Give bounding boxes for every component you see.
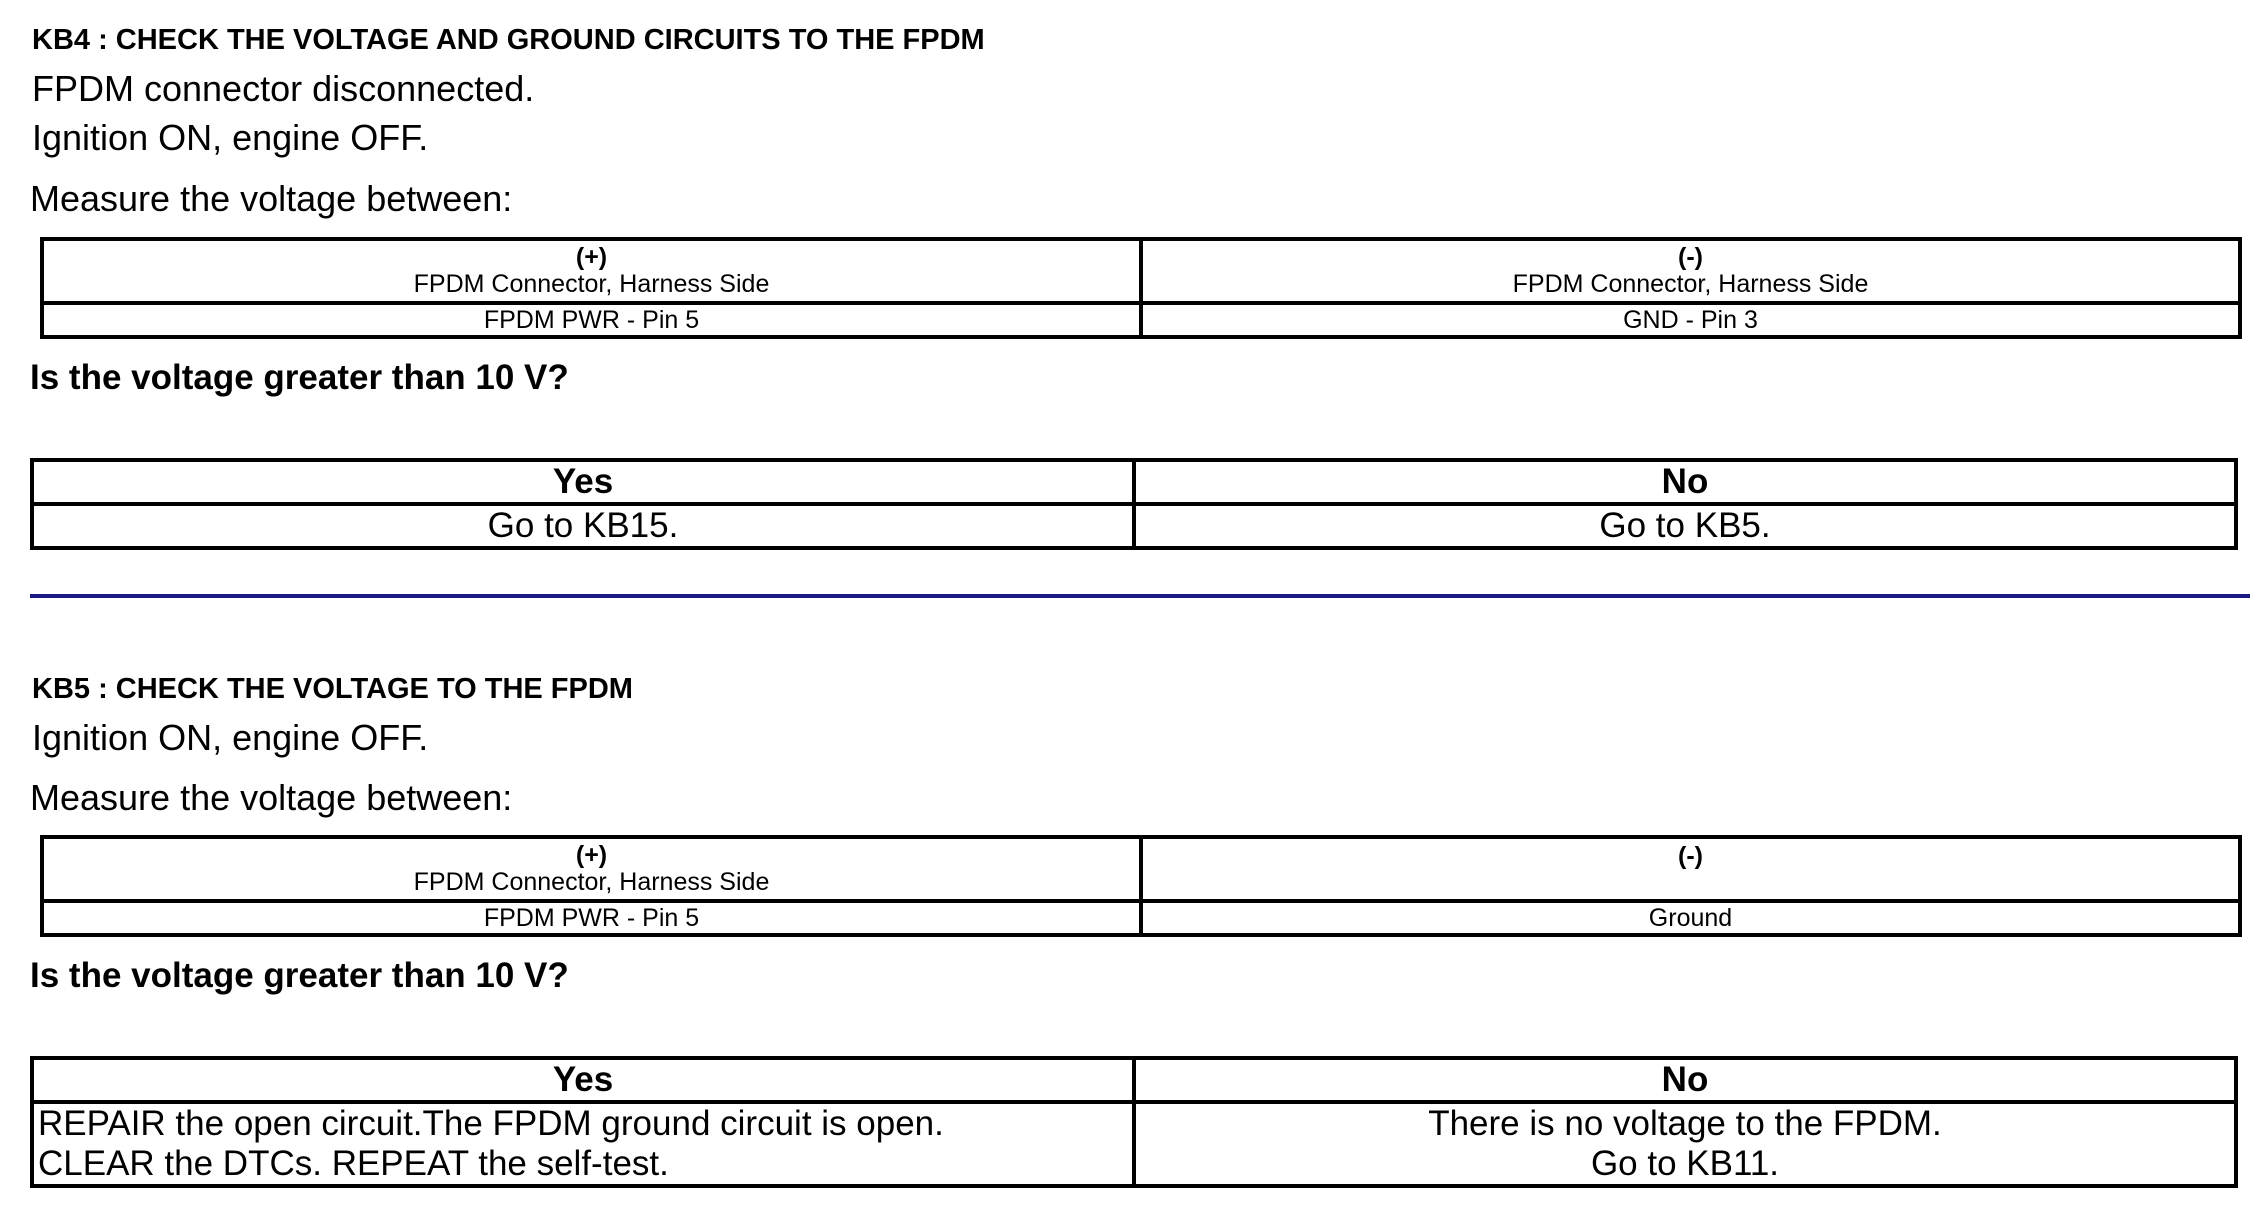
negative-probe-label: FPDM Connector, Harness Side	[1512, 270, 1869, 298]
yes-header: Yes	[32, 460, 1134, 504]
measure-label: Measure the voltage between:	[30, 178, 513, 219]
negative-sign: (-)	[1678, 243, 1703, 271]
section-heading-kb4: KB4 : CHECK THE VOLTAGE AND GROUND CIRCUITS TO THE FPDM	[32, 24, 985, 56]
condition-line: FPDM connector disconnected.	[32, 68, 535, 109]
answer-line: REPAIR the open circuit.The FPDM ground circuit is open.	[38, 1104, 944, 1143]
yes-answer	[32, 504, 1134, 548]
measurement-table	[40, 835, 2242, 937]
measure-label: Measure the voltage between:	[30, 777, 513, 818]
no-header: No	[1134, 1058, 2236, 1102]
section-divider	[30, 594, 2250, 598]
positive-probe-header	[42, 837, 1141, 901]
no-header: No	[1134, 460, 2236, 504]
positive-sign: (+)	[575, 841, 608, 869]
positive-sign: (+)	[575, 243, 608, 271]
positive-probe-pin: FPDM PWR - Pin 5	[42, 901, 1141, 935]
positive-probe-label: FPDM Connector, Harness Side	[413, 868, 770, 896]
no-answer	[1134, 1102, 2236, 1186]
negative-probe-pin: Ground	[1141, 901, 2240, 935]
negative-sign: (-)	[1678, 842, 1703, 870]
positive-probe-header	[42, 239, 1141, 303]
yes-answer	[32, 1102, 1134, 1186]
negative-probe-header	[1141, 837, 2240, 901]
positive-probe-label: FPDM Connector, Harness Side	[413, 270, 770, 298]
answer-table	[30, 458, 2238, 550]
question: Is the voltage greater than 10 V?	[30, 956, 569, 995]
negative-probe-pin: GND - Pin 3	[1141, 303, 2240, 337]
question: Is the voltage greater than 10 V?	[30, 358, 569, 397]
section-heading-kb5: KB5 : CHECK THE VOLTAGE TO THE FPDM	[32, 673, 633, 705]
yes-header: Yes	[32, 1058, 1134, 1102]
condition-line: Ignition ON, engine OFF.	[32, 717, 429, 758]
no-answer	[1134, 504, 2236, 548]
answer-line: CLEAR the DTCs. REPEAT the self-test.	[38, 1144, 669, 1183]
condition-line: Ignition ON, engine OFF.	[32, 117, 429, 158]
negative-probe-header	[1141, 239, 2240, 303]
positive-probe-pin: FPDM PWR - Pin 5	[42, 303, 1141, 337]
answer-line: There is no voltage to the FPDM.	[1428, 1104, 1942, 1143]
answer-line: Go to KB5.	[1599, 506, 1771, 545]
answer-table	[30, 1056, 2238, 1188]
answer-line: Go to KB11.	[1590, 1144, 1780, 1183]
measurement-table	[40, 237, 2242, 339]
answer-line: Go to KB15.	[487, 506, 679, 545]
